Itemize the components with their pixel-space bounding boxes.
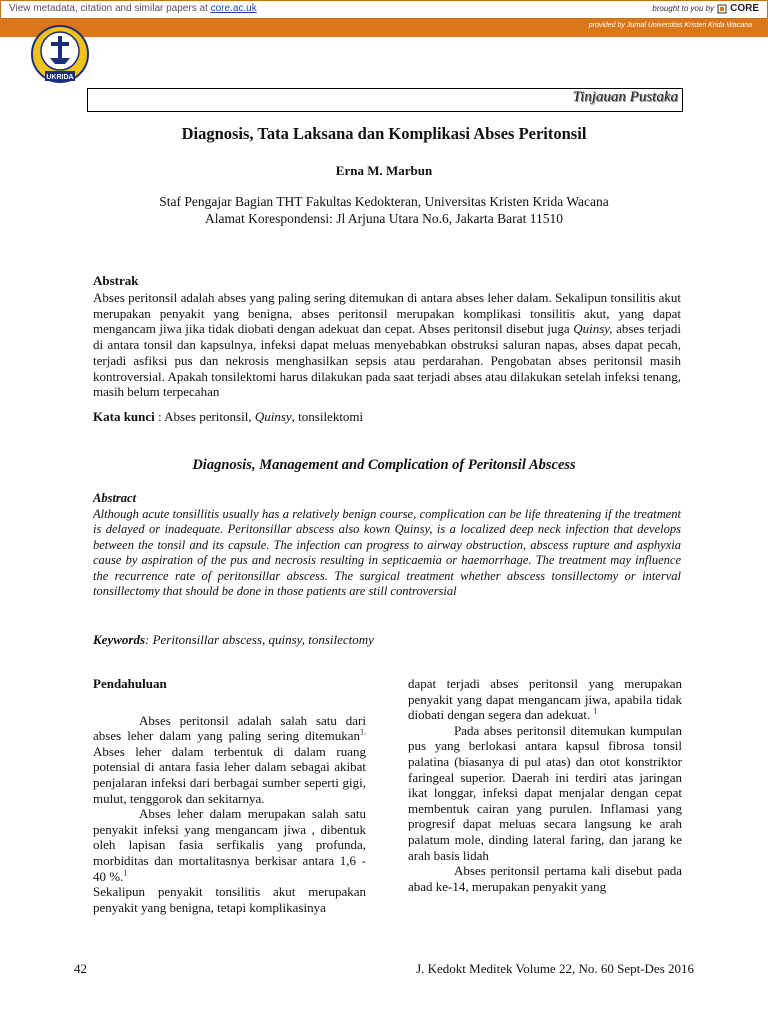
core-provided-bar — [0, 19, 768, 37]
brought-by-text: brought to you by — [652, 4, 715, 13]
article-author: Erna M. Marbun — [335, 163, 433, 178]
body-paragraph — [93, 713, 366, 807]
keywords-label: Keywords — [93, 632, 145, 647]
core-brought-by — [652, 3, 759, 14]
core-logo-icon — [717, 4, 727, 14]
kata-kunci-text-1: Abses peritonsil, — [164, 409, 255, 424]
core-metadata-text — [9, 3, 257, 14]
body-left-p1a: Abses peritonsil adalah salah satu dari abses leher dalam yang paling sering ditemukan — [93, 712, 366, 744]
keywords-value: : Peritonsillar abscess, quinsy, tonsilectomy — [145, 632, 374, 647]
journal-citation: J. Kedokt Meditek Volume 22, No. 60 Sept-Des 2016 — [416, 961, 694, 976]
ukrida-logo-icon — [23, 24, 97, 84]
citation-sup: 1 — [593, 706, 598, 716]
affiliation-line-1: Staf Pengajar Bagian THT Fakultas Kedokteran, Universitas Kristen Krida Wacana — [159, 194, 609, 209]
abstrak-italic: Quinsy, — [573, 321, 613, 337]
body-right-p1a: dapat terjadi abses peritonsil yang merupakan penyakit yang dapat mengancam jiwa, apabila tidak diobati dengan segera dan adekuat. — [408, 676, 682, 723]
citation-sup: 1 — [123, 868, 128, 878]
body-paragraph — [408, 676, 682, 723]
section-header-box — [87, 88, 683, 112]
page-number: 42 — [74, 961, 87, 976]
body-column-left — [93, 676, 366, 915]
abstract-body: Although acute tonsillitis usually has a relatively benign course, complication can be life threatening if the treatment is delayed or inadequate. Peritonsillar abscess also kown Quinsy, is a localized deep neck infection that develops between the tonsil and its capsule. The infection can progress to airway obstruction, abscess rupture and asphyxia cause by aspiration of the pus and necrosis resulting in septicaemia or haemorrhage. The treatment may influence the recurrence rate of peritonsillar abscess. The surgical treatment whether abscess tonsillectomy or interval tonsillectomy that should be done in those patients are still controversial — [93, 507, 681, 599]
keywords — [93, 632, 374, 648]
english-title: Diagnosis, Management and Complication of Peritonsil Abscess — [192, 457, 576, 473]
body-paragraph: Pada abses peritonsil ditemukan kumpulan pus yang berlokasi antara kapsul fibrosa tonsil palatina (biasanya di pul atas) dan otot konstriktor faringeal superior. Daerah ini terdiri atas jaringan ikat longgar, infeksi dapat menjalar dengan cepat membentuk cairan yang purulen. Inflamasi yang progresif dapat meluas secara langsung ke arah palatum mole, dinding lateral faring, dan jarang ke arah basis lidah — [408, 722, 682, 863]
affiliation-line-2: Alamat Korespondensi: Jl Arjuna Utara No.6, Jakarta Barat 11510 — [205, 211, 563, 226]
abstrak-text-1: Abses peritonsil adalah abses yang paling sering ditemukan di antara abses leher dalam. Sekalipun tonsilitis akut merupakan penyakit yang benigna, abses peritonsil merupakan komplikasi tonsilitis akut, yang dapat mengancam jiwa jika tidak diobati dengan adekuat dan cepat. Abses peritonsil disebut juga — [93, 290, 681, 337]
logo-text: UKRIDA — [46, 74, 74, 81]
abstract-heading: Abstract — [93, 491, 137, 505]
core-banner — [0, 0, 768, 19]
citation-sup: 1. — [360, 727, 366, 737]
core-metadata-label: View metadata, citation and similar papers at — [9, 3, 211, 14]
body-column-right — [408, 676, 682, 894]
article-affiliation — [0, 193, 768, 227]
article-title: Diagnosis, Tata Laksana dan Komplikasi Abses Peritonsil — [181, 124, 587, 143]
body-paragraph: Abses peritonsil pertama kali disebut pada abad ke-14, merupakan penyakit yang — [408, 863, 682, 894]
body-left-p1b: Abses leher dalam terbentuk di dalam ruang potensial di antara fasia leher dalam sebagai akibat penjalaran infeksi dari berbagai sumber seperti gigi, mulut, tenggorok dan sekitarnya. — [93, 743, 366, 806]
abstrak-body — [93, 290, 681, 400]
core-link[interactable]: core.ac.uk — [210, 3, 257, 14]
pendahuluan-heading: Pendahuluan — [93, 676, 167, 691]
body-paragraph — [93, 806, 366, 884]
body-left-p2a: Abses leher dalam merupakan salah satu penyakit infeksi yang mengancam jiwa , dibentuk oleh lapisan fasia serfikalis yang profunda, morbiditas dan mortalitasnya berkisar antara 1,6 - 40 %. — [93, 806, 366, 884]
kata-kunci-sep: : — [154, 409, 165, 424]
core-provided-text[interactable]: provided by Jurnal Universitas Kristen Krida Wacana — [588, 22, 752, 29]
abstrak-heading: Abstrak — [93, 273, 139, 288]
kata-kunci-label: Kata kunci — [93, 409, 155, 424]
kata-kunci-text-2: , tonsilektomi — [291, 409, 364, 424]
kata-kunci-italic: Quinsy — [254, 409, 292, 424]
body-paragraph: Sekalipun penyakit tonsilitis akut merupakan penyakit yang benigna, tetapi komplikasinya — [93, 884, 366, 915]
kata-kunci — [93, 409, 363, 425]
core-brand-text[interactable]: CORE — [730, 3, 759, 14]
section-tag: Tinjauan Pustaka — [572, 89, 678, 105]
abstrak-text-2: abses terjadi di antara tonsil dan kapsulnya, infeksi dapat meluas menyebabkan obstruksi saluran napas, abses dapat pecah, terjadi asfiksi pus dan nekrosis menghasilkan sepsis atau perdarahan. Pengobatan abses peritonsil masih kontroversial. Apakah tonsilektomi harus dilakukan pada saat terjadi abses atau dilakukan setelah infeksi tenang, masih belum terpecahan — [93, 321, 681, 400]
